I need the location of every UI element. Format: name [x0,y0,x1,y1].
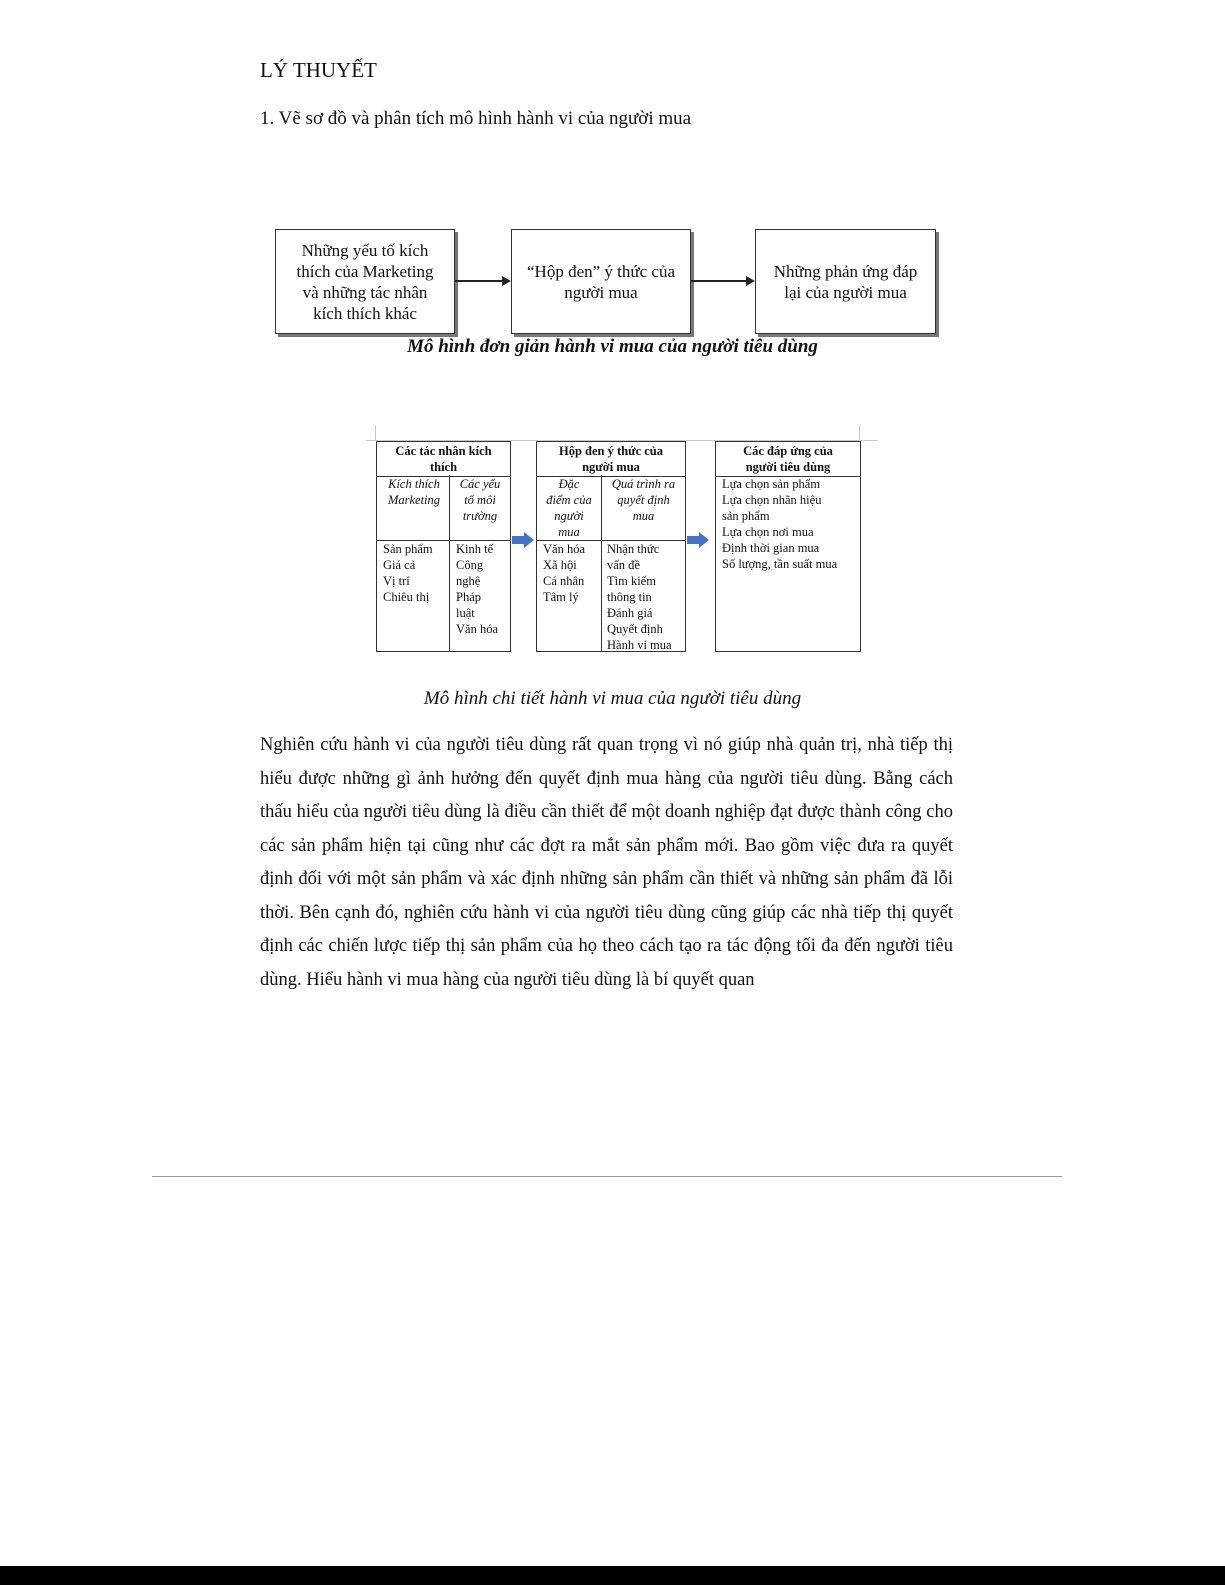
arrow-1-line [455,280,503,282]
marketing-items: Sản phẩm Giá cả Vị trí Chiêu thị [383,542,433,604]
blue-arrow-2 [687,532,709,548]
arrow-2-head [746,276,755,286]
section-heading: LÝ THUYẾT [260,58,377,82]
simple-model-caption: Mô hình đơn giản hành vi mua của người tiêu dùng [407,336,818,357]
detailed-model-caption: Mô hình chi tiết hành vi mua của người tiêu dùng [423,688,802,709]
subsection-heading: 1. Vẽ sơ đồ và phân tích mô hình hành vi của người mua [260,108,692,129]
blue-arrow-shape [687,532,709,548]
arrow-2-line [691,280,747,282]
marketing-stimuli-label: Kích thích Marketing [387,477,441,507]
stimuli-title: Các tác nhân kích thích [377,442,510,477]
body-paragraph: Nghiên cứu hành vi của người tiêu dùng rất quan trọng vì nó giúp nhà quản trị, nhà tiếp thị hiểu được những gì ảnh hưởng đến quyết định mua hàng của người tiêu dùng. Bằng cách thấu hiểu của người tiêu dùng là điều cần thiết để một doanh nghiệp đạt được thành công cho các sản phẩm hiện tại cũng như các đợt ra mắt sản phẩm mới. Bao gồm việc đưa ra quyết định đối với một sản phẩm và xác định những sản phẩm cần thiết và những sản phẩm đã lỗi thời. Bên cạnh đó, nghiên cứu hành vi của người tiêu dùng cũng giúp các nhà tiếp thị quyết định các chiến lược tiếp thị sản phẩm của họ theo cách tạo ra tác động tối đa đến người tiêu dùng. Hiểu hành vi mua hàng của người tiêu dùng là bí quyết quan [260,735,953,990]
response-title: Các đáp ứng của người tiêu dùng [716,442,860,477]
buyer-characteristics-label: Đặc điểm của người mua [546,477,592,539]
response-table [715,441,861,652]
buyer-characteristics-items: Văn hóa Xã hội Cá nhân Tâm lý [543,542,585,604]
blue-arrow-1 [512,532,534,548]
blue-arrow-shape [512,532,534,548]
stimuli-box: Những yếu tố kích thích của Marketing và những tác nhân kích thích khác [275,229,455,334]
environment-factors-label: Các yếu tố môi trường [459,477,501,523]
black-box: “Hộp đen” ý thức của người mua [511,229,691,334]
page-divider [152,1176,1062,1177]
response-box: Những phản ứng đáp lại của người mua [755,229,936,334]
environment-items: Kinh tế Công nghệ Pháp luật Văn hóa [456,542,498,636]
table-guide-line [859,425,860,441]
stimuli-table [376,441,511,652]
bottom-bar [0,1566,1225,1585]
decision-process-label: Quá trình ra quyết định mua [611,477,676,523]
arrow-1-head [502,276,511,286]
black-box-table [536,441,686,652]
table-guide-line [375,425,376,441]
black-box-title: Hộp đen ý thức của người mua [537,442,685,477]
response-items: Lựa chọn sản phẩm Lựa chọn nhãn hiệu sản phẩm Lựa chọn nơi mua Định thời gian mua Số lượng, tần suất mua [722,477,838,571]
decision-process-items: Nhận thức vấn đề Tìm kiếm thông tin Đánh giá Quyết định Hành vi mua [607,542,672,652]
